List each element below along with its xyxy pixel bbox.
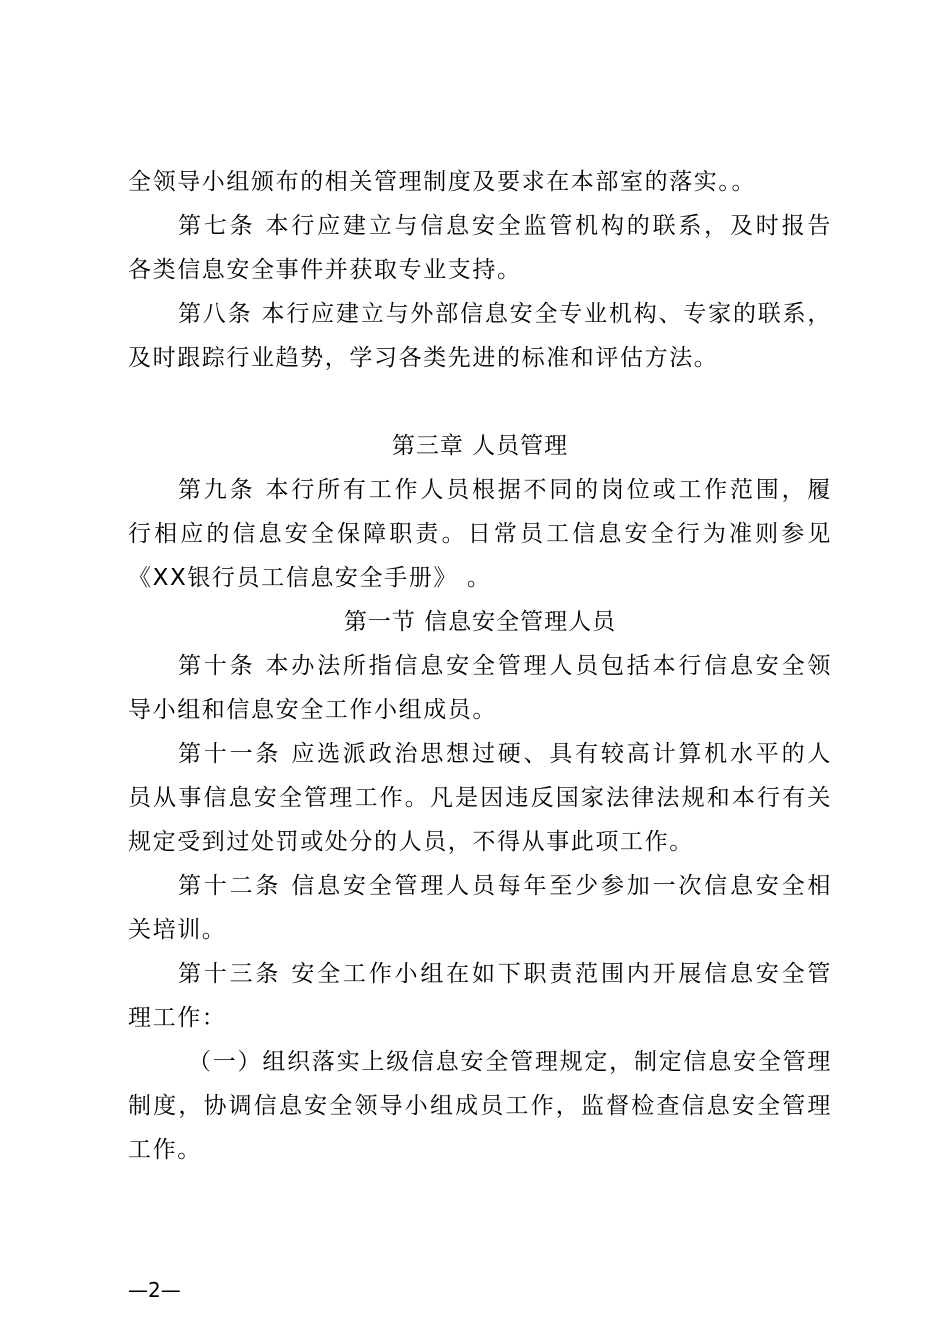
article-8-line-1: 第八条 本行应建立与外部信息安全专业机构、专家的联系，: [178, 301, 832, 327]
article-9-line-1: 第九条 本行所有工作人员根据不同的岗位或工作范围，履: [178, 477, 832, 503]
document-body: [128, 160, 832, 1172]
section-heading: 第一节 信息安全管理人员: [343, 609, 617, 635]
article-10-line-2: 导小组和信息安全工作小组成员。: [128, 697, 497, 723]
item-1-line-2: 制度，协调信息安全领导小组成员工作，监督检查信息安全管理: [128, 1093, 832, 1119]
article-9-line-3: 《XX银行员工信息安全手册》 。: [128, 565, 492, 591]
article-12-line-1: 第十二条 信息安全管理人员每年至少参加一次信息安全相: [178, 873, 832, 899]
item-1-line-1: （一）组织落实上级信息安全管理规定，制定信息安全管理: [188, 1049, 832, 1075]
article-9-line-2: 行相应的信息安全保障职责。日常员工信息安全行为准则参见: [128, 521, 832, 547]
article-13-line-1: 第十三条 安全工作小组在如下职责范围内开展信息安全管: [178, 961, 832, 987]
paragraph-line: 全领导小组颁布的相关管理制度及要求在本部室的落实。。: [128, 169, 757, 195]
article-12-line-2: 关培训。: [128, 917, 227, 943]
page-number: —2—: [128, 1278, 181, 1302]
article-11-line-3: 规定受到过处罚或处分的人员，不得从事此项工作。: [128, 829, 694, 855]
article-7-line-1: 第七条 本行应建立与信息安全监管机构的联系，及时报告: [178, 213, 832, 239]
chapter-heading: 第三章 人员管理: [391, 433, 569, 459]
article-8-line-2: 及时跟踪行业趋势，学习各类先进的标准和评估方法。: [128, 345, 719, 371]
article-11-line-1: 第十一条 应选派政治思想过硬、具有较高计算机水平的人: [178, 741, 832, 767]
article-10-line-1: 第十条 本办法所指信息安全管理人员包括本行信息安全领: [178, 653, 832, 679]
article-7-line-2: 各类信息安全事件并获取专业支持。: [128, 257, 522, 283]
section-spacer: [128, 380, 832, 424]
article-11-line-2: 员从事信息安全管理工作。凡是因违反国家法律法规和本行有关: [128, 785, 832, 811]
item-1-line-3: 工作。: [128, 1137, 202, 1163]
article-13-line-2: 理工作：: [128, 1005, 227, 1031]
